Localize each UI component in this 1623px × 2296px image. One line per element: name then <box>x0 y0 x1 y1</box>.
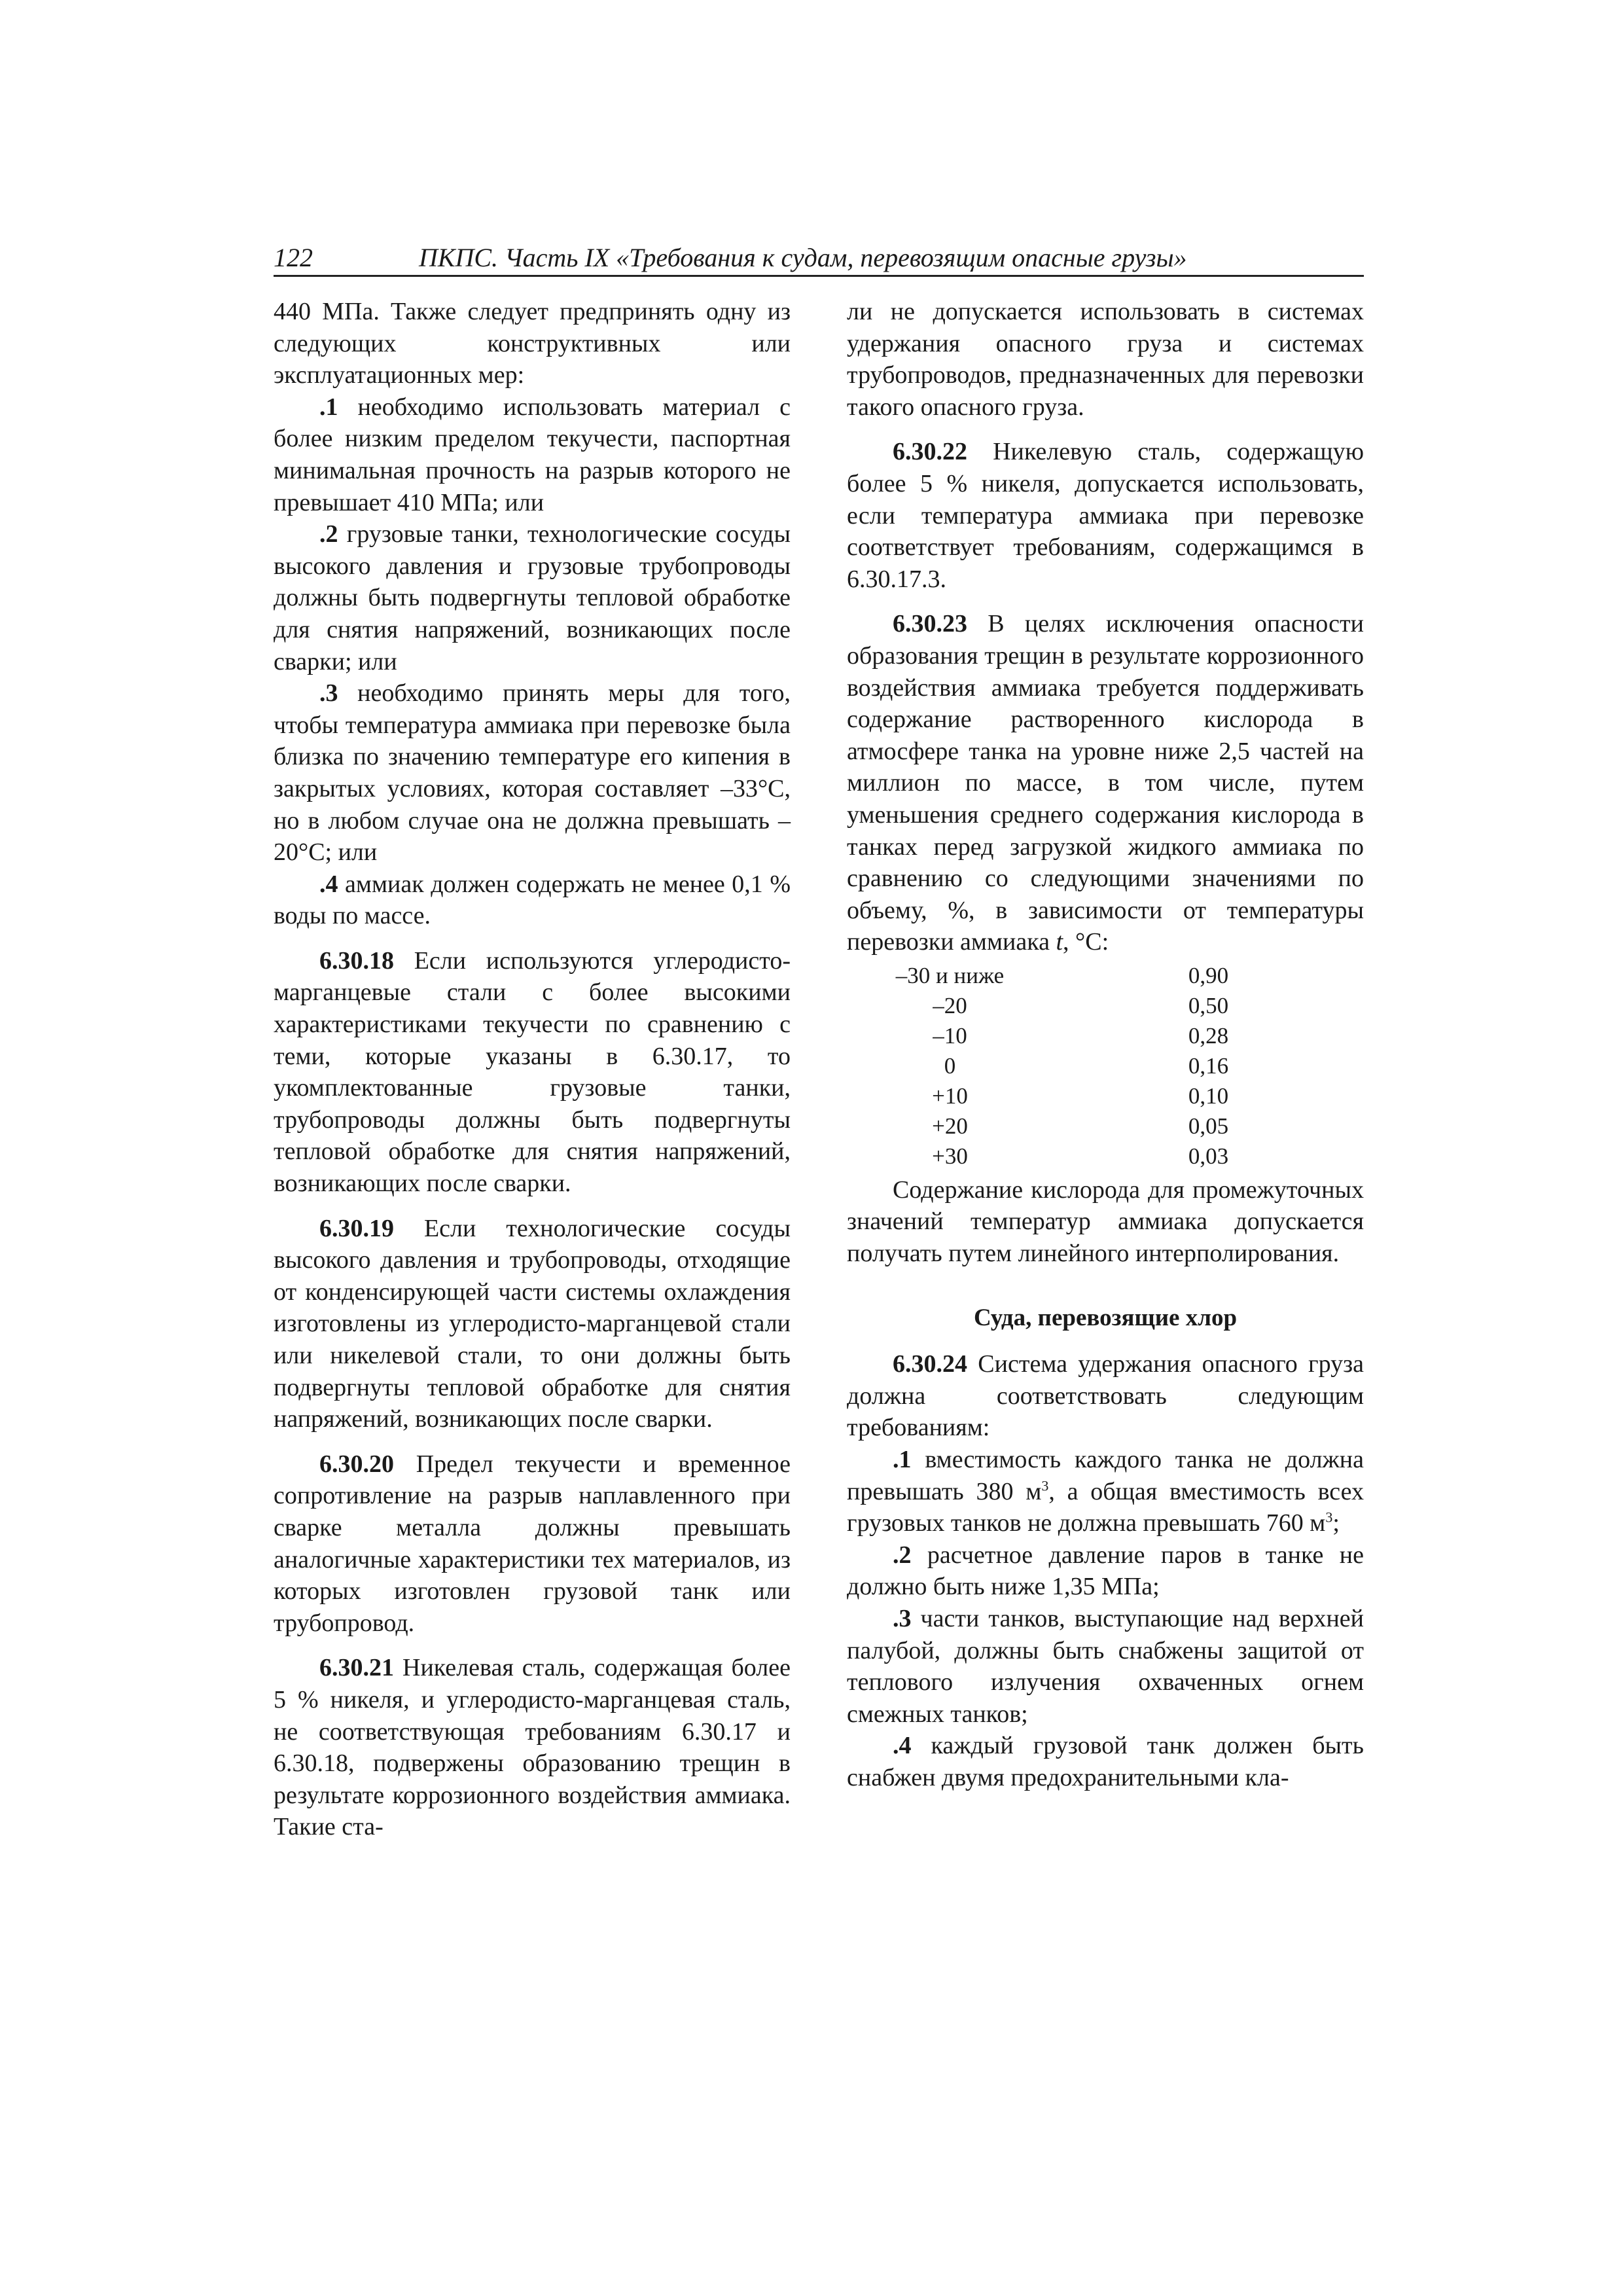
list-item <box>274 677 791 869</box>
list-item <box>847 1539 1364 1603</box>
item-text: , а общая вместимость всех грузовых танков не должна превышать 760 м <box>847 1477 1364 1537</box>
item-number: .3 <box>319 679 338 708</box>
clause-paragraph <box>847 608 1364 958</box>
item-number: .1 <box>319 393 338 421</box>
list-item <box>847 1444 1364 1539</box>
temperature-cell: –10 <box>933 1022 967 1049</box>
list-item <box>274 391 791 518</box>
clause-number: 6.30.19 <box>319 1214 394 1242</box>
item-text: каждый грузовой танк должен быть снабжен двумя предохранительными кла- <box>847 1732 1364 1791</box>
temperature-cell: +30 <box>932 1143 968 1169</box>
clause-text: Предел текучести и временное сопротивление на разрыв наплавленного при сварке металла должны превышать аналогичные характеристики тех материалов, из которых изготовлен грузовой танк или трубопровод. <box>274 1450 791 1637</box>
item-number: .3 <box>893 1605 912 1632</box>
table-row <box>847 991 1364 1021</box>
clause-number: 6.30.21 <box>319 1654 394 1682</box>
oxygen-value-cell: 0,05 <box>1188 1113 1229 1139</box>
section-subheading: Суда, перевозящие хлор <box>973 1304 1238 1331</box>
list-item <box>847 1730 1364 1793</box>
clause-text: В целях исключения опасности образования трещин в результате коррозионного воздействия аммиака требуется поддерживать содержание растворенного кислорода в атмосфере танка на уровне ниже 2,5 частей на миллион по массе, в том числе, путем уменьшения среднего содержания кислорода в танках перед загрузкой жидкого аммиака по сравнению со следующими значениями по объему, %, в зависимости от температуры перевозки аммиака <box>847 610 1364 956</box>
clause-text-tail: , °С: <box>1063 928 1109 956</box>
item-number: .2 <box>319 520 338 548</box>
item-number: .2 <box>893 1541 912 1569</box>
table-row <box>847 961 1364 991</box>
temperature-cell: +20 <box>932 1113 968 1139</box>
clause-text: Система удержания опасного груза должна соответствовать следующим требованиям: <box>847 1350 1364 1442</box>
clause-text: Никелевую сталь, содержащую более 5 % никеля, допускается использовать, если температура аммиака при перевозке соответствует требованиям, содержащимся в 6.30.17.3. <box>847 438 1364 593</box>
list-item <box>847 1603 1364 1730</box>
item-number: .1 <box>893 1446 912 1474</box>
after-table-paragraph: Содержание кислорода для промежуточных значений температур аммиака допускается получать путем линейного интерполирования. <box>847 1175 1364 1268</box>
superscript: 3 <box>1325 1509 1333 1526</box>
table-row <box>847 1021 1364 1051</box>
item-text: необходимо принять меры для того, чтобы температура аммиака при перевозке была близка по значению температуре его кипения в закрытых условиях, которая составляет –33°С, но в любом случае она не должна превышать –20°С; или <box>274 679 791 867</box>
clause-text: Если используются углеродисто-марганцевые стали с более высокими характеристиками текучести по сравнению с теми, которые указаны в 6.30.17, то укомплектованные грузовые танки, трубопроводы должны быть подвергнуты тепловой обработке для снятия напряжений, возникающих после сварки. <box>274 946 791 1198</box>
clause-paragraph <box>274 1213 791 1435</box>
temperature-symbol: t <box>1056 928 1063 956</box>
temperature-cell: –30 и ниже <box>895 962 1005 988</box>
oxygen-value-cell: 0,28 <box>1188 1022 1229 1049</box>
temperature-cell: +10 <box>932 1083 968 1109</box>
right-column <box>847 296 1364 1794</box>
clause-paragraph <box>274 1448 791 1640</box>
list-item <box>274 869 791 932</box>
superscript: 3 <box>1041 1477 1049 1494</box>
table-row <box>847 1051 1364 1081</box>
left-column <box>274 296 791 1843</box>
running-title: ПКПС. Часть IX «Требования к судам, перевозящим опасные грузы» <box>419 243 1187 272</box>
table-row <box>847 1081 1364 1111</box>
item-number: .4 <box>893 1732 912 1760</box>
item-number: .4 <box>319 870 338 898</box>
clause-text: Никелевая сталь, содержащая более 5 % никеля, и углеродисто-марганцевая сталь, не соответствующая требованиям 6.30.17 и 6.30.18, подвержены образованию трещин в результате коррозионного воздействия аммиака. Такие ста- <box>274 1654 791 1841</box>
oxygen-value-cell: 0,50 <box>1188 992 1229 1018</box>
table-row <box>847 1111 1364 1141</box>
oxygen-value-cell: 0,90 <box>1188 962 1229 988</box>
item-text: расчетное давление паров в танке не должно быть ниже 1,35 МПа; <box>847 1541 1364 1601</box>
intro-paragraph: 440 МПа. Также следует предпринять одну из следующих конструктивных или эксплуатационных мер: <box>274 298 791 389</box>
item-text: грузовые танки, технологические сосуды высокого давления и грузовые трубопроводы должны быть подвергнуты тепловой обработке для снятия напряжений, возникающих после сварки; или <box>274 520 791 675</box>
clause-paragraph <box>847 436 1364 595</box>
item-text: необходимо использовать материал с более низким пределом текучести, паспортная минимальная прочность на разрыв которого не превышает 410 МПа; или <box>274 393 791 516</box>
oxygen-value-cell: 0,03 <box>1188 1143 1229 1169</box>
clause-text: Если технологические сосуды высокого давления и трубопроводы, отходящие от конденсирующей части системы охлаждения изготовлены из углеродисто-марганцевой стали или никелевой стали, то они должны быть подвергнуты тепловой обработке для снятия напряжений, возникающих после сварки. <box>274 1214 791 1433</box>
continuation-paragraph: ли не допускается использовать в системах удержания опасного груза и системах трубопроводов, предназначенных для перевозки такого опасного груза. <box>847 298 1364 421</box>
oxygen-value-cell: 0,10 <box>1188 1083 1229 1109</box>
clause-number: 6.30.23 <box>893 610 967 638</box>
item-text: части танков, выступающие над верхней палубой, должны быть снабжены защитой от теплового излучения охваченных огнем смежных танков; <box>847 1605 1364 1728</box>
item-text: аммиак должен содержать не менее 0,1 % воды по массе. <box>274 870 791 930</box>
temperature-cell: 0 <box>944 1052 956 1079</box>
page-header <box>274 241 1364 277</box>
temperature-cell: –20 <box>933 992 967 1018</box>
clause-paragraph <box>274 1652 791 1843</box>
item-text: вместимость каждого танка не должна превышать 380 м <box>847 1446 1364 1505</box>
page-number: 122 <box>274 243 313 272</box>
clause-paragraph <box>847 1348 1364 1444</box>
clause-number: 6.30.22 <box>893 438 967 466</box>
oxygen-content-table <box>847 961 1364 1172</box>
oxygen-value-cell: 0,16 <box>1188 1052 1229 1079</box>
clause-number: 6.30.20 <box>319 1450 394 1478</box>
clause-number: 6.30.24 <box>893 1350 967 1378</box>
list-item <box>274 518 791 677</box>
table-row <box>847 1141 1364 1172</box>
clause-paragraph <box>274 945 791 1200</box>
item-text: ; <box>1332 1509 1340 1537</box>
clause-number: 6.30.18 <box>319 946 394 975</box>
